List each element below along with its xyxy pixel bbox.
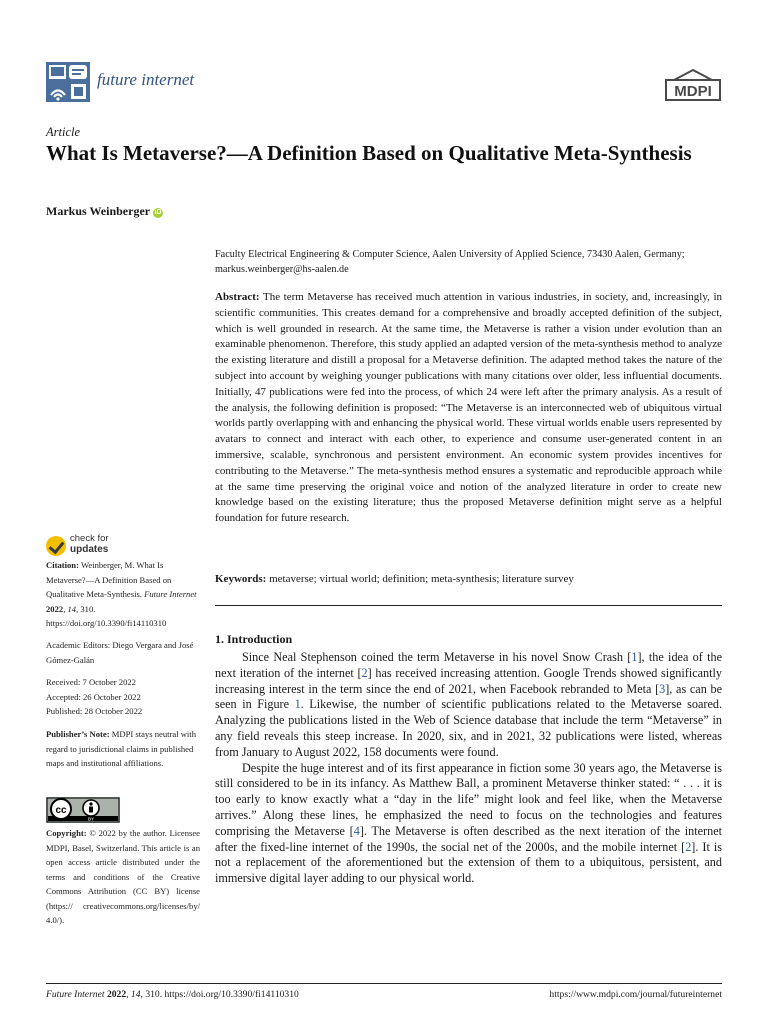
orcid-icon[interactable]: iD (154, 209, 162, 216)
keywords (215, 572, 722, 587)
check-updates-line1: check for (70, 533, 109, 544)
keywords-text: metaverse; virtual world; definition; meta-synthesis; literature survey (269, 573, 574, 585)
author-name: Markus Weinberger (46, 204, 151, 218)
introduction-body (215, 650, 722, 887)
section-divider (215, 605, 722, 606)
mdpi-logo-text: MDPI (674, 83, 712, 100)
cc-badge-by-text: BY (87, 816, 95, 822)
abstract-label: Abstract: (215, 291, 260, 303)
paragraph: Despite the huge interest and of its first appearance in fiction some 30 years ago, the Metaverse is still considered to be in its infancy. As Matthew Ball, a prominent Metaverse thinker stated: “ . . . it is too early to know exactly what a “day in the life” might look and feel like, when the Metaverse arrives.” Along these lines, he emphasized the need to focus on the technologies and features comprising the Metaverse [4]. The Metaverse is often described as the next iteration of the internet after the fixed-line internet of the 1990s, the social net of the 2000s, and the mobile internet [2]. It is not a replacement of the aforementioned but the extension of them to a ubiquitous, persistent, and immersive digital layer adding to our physical world. (215, 760, 722, 886)
publication-dates (46, 675, 200, 719)
citation-link[interactable]: 2 (685, 839, 692, 854)
figure-link[interactable]: 1 (294, 697, 301, 712)
affiliation (215, 247, 725, 277)
check-for-updates-badge[interactable] (46, 534, 126, 558)
copyright-notice: Copyright: © 2022 by the author. Licensee MDPI, Basel, Switzerland. This article is an open access article distributed under the terms and conditions of the Creative Commons Attribution (CC BY) license (https:// creativecommons.org/licenses/by/ 4.0/). (46, 828, 201, 925)
author-email[interactable]: markus.weinberger@hs-aalen.de (215, 264, 349, 275)
check-updates-line2: updates (70, 544, 109, 555)
footer-doi[interactable]: 310. https://doi.org/10.3390/fi14110310 (145, 989, 299, 1000)
copyright-label: Copyright: (46, 828, 87, 838)
paper-title: What Is Metaverse?—A Definition Based on Qualitative Meta-Synthesis (46, 141, 692, 165)
academic-editors: Academic Editors: Diego Vergara and José Gómez-Galán (46, 640, 194, 665)
published-date: Published: 28 October 2022 (46, 706, 143, 716)
citation-block: Citation: Weinberger, M. What Is Metaverse?—A Definition Based on Qualitative Meta-Synthesis. Future Internet 2022, 14, 310. https://doi.org/10.3390/fi14110310 (46, 560, 197, 628)
journal-name: future internet (97, 70, 195, 89)
abstract (215, 290, 722, 527)
journal-url[interactable]: https://www.mdpi.com/journal/futureinternet (549, 989, 722, 1000)
citation-link[interactable]: 2 (361, 665, 368, 680)
journal-logo-icon (46, 62, 90, 102)
affiliation-text: Faculty Electrical Engineering & Computer Science, Aalen University of Applied Science, 73430 Aalen, Germany; (215, 249, 685, 260)
received-date: Received: 7 October 2022 (46, 677, 136, 687)
paragraph: Since Neal Stephenson coined the term Metaverse in his novel Snow Crash [1], the idea of the next iteration of the internet [2] has received increasing attention. Google Trends showed significantly increasing interest in the term since the end of 2021, when Facebook rebranded to Meta [3], as can be seen in Figure 1. Likewise, the number of scientific publications related to the Metaverse soared. Analyzing the publications listed in the Web of Science database that include the term “Metaverse” in any field reveals this steep increase. In 2020, six, and in 2021, 32 publications were listed, whereas from January to August 2022, 158 documents were found. (215, 650, 722, 759)
footer-citation: Future Internet 2022, 14, 310. https://doi.org/10.3390/fi14110310 (46, 989, 299, 1000)
citation-label: Citation: (46, 560, 79, 570)
mdpi-logo-icon (664, 68, 722, 102)
citation-link[interactable]: 4 (353, 823, 360, 838)
publisher-note: Publisher’s Note: MDPI stays neutral with regard to jurisdictional claims in published maps and institutional affiliations. (46, 729, 196, 768)
article-type: Article (46, 125, 81, 139)
accepted-date: Accepted: 26 October 2022 (46, 691, 141, 702)
check-updates-icon (46, 536, 66, 556)
keywords-label: Keywords: (215, 573, 267, 585)
author-line (46, 204, 163, 219)
citation-link[interactable]: 1 (631, 650, 638, 664)
cc-badge-cc-text: cc (55, 805, 67, 816)
cc-by-license-icon[interactable] (46, 797, 120, 823)
citation-link[interactable]: 3 (659, 681, 666, 696)
publisher-note-label: Publisher’s Note: (46, 729, 110, 739)
abstract-text: The term Metaverse has received much attention in various industries, in society, and, increasingly, in scientific communities. This creates demand for a comprehensive and broadly accepted definition of the subject, which is well grounded in research. At the same time, the Metaverse is rather a vision under evolution than an examinable phenomenon. Therefore, this study applied an adapted version of the meta-synthesis method to analyze the existing literature and distill a proposal for a Metaverse definition. The adapted method takes the nature of the subject into account by weighing younger publications with many citations over older, less influential documents. Initially, 47 publications were fed into the process, of which 24 were left after the primary analysis. As a result of the analysis, the following definition is proposed: “The Metaverse is an interconnected web of ubiquitous virtual worlds partly overlapping with and enhancing the physical world. These virtual worlds enable users represented by avatars to connect and interact with each other, to experience and consume user-generated content in an immersive, scalable, synchronous and persistent environment. An economic system provides incentives for contributing to the Metaverse.” The meta-synthesis method ensures a systematic and reproducible approach while at the same time preserving the original voice and notion of the analyzed literature in order to create new knowledge based on the existing literature; thus the proposed Metaverse definition might serve as a helpful foundation for future research. (215, 291, 722, 525)
footer-divider (46, 983, 722, 984)
citation-doi[interactable]: 310. https://doi.org/10.3390/fi14110310 (46, 603, 167, 628)
section-heading: 1. Introduction (215, 632, 293, 646)
